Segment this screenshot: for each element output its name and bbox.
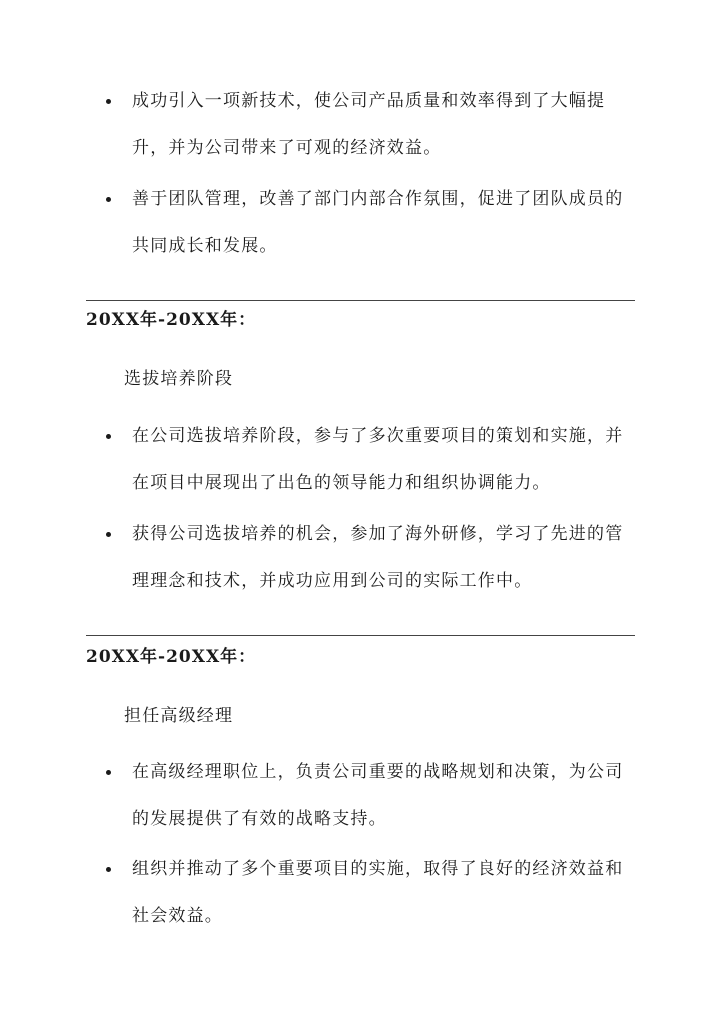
stage-label: 担任高级经理: [124, 706, 234, 726]
bullet-icon: [106, 99, 111, 104]
list-item-text: 在高级经理职位上，负责公司重要的战略规划和决策，为公司的发展提供了有效的战略支持。: [132, 762, 624, 829]
list-item: [106, 78, 626, 172]
list-item-text: 获得公司选拔培养的机会，参加了海外研修，学习了先进的管理理念和技术，并成功应用到公司的实际工作中。: [132, 524, 624, 591]
bullet-icon: [106, 867, 111, 872]
list-item: [106, 176, 626, 270]
list-item: [106, 413, 626, 507]
period-heading: 20XX年-20XX年：: [86, 647, 257, 667]
list-item-text: 善于团队管理，改善了部门内部合作氛围，促进了团队成员的共同成长和发展。: [132, 189, 624, 256]
list-item: [106, 846, 626, 940]
period-heading: 20XX年-20XX年：: [86, 310, 257, 330]
bullet-icon: [106, 197, 111, 202]
list-item-text: 在公司选拔培养阶段，参与了多次重要项目的策划和实施，并在项目中展现出了出色的领导能力和组织协调能力。: [132, 426, 624, 493]
section-divider: [86, 635, 635, 636]
bullet-icon: [106, 770, 111, 775]
stage-label: 选拔培养阶段: [124, 369, 234, 389]
bullet-icon: [106, 434, 111, 439]
list-item-text: 组织并推动了多个重要项目的实施，取得了良好的经济效益和社会效益。: [132, 859, 624, 926]
list-item-text: 成功引入一项新技术，使公司产品质量和效率得到了大幅提升，并为公司带来了可观的经济效益。: [132, 91, 606, 158]
list-item: [106, 749, 626, 843]
list-item: [106, 511, 626, 605]
bullet-icon: [106, 532, 111, 537]
section-divider: [86, 300, 635, 301]
